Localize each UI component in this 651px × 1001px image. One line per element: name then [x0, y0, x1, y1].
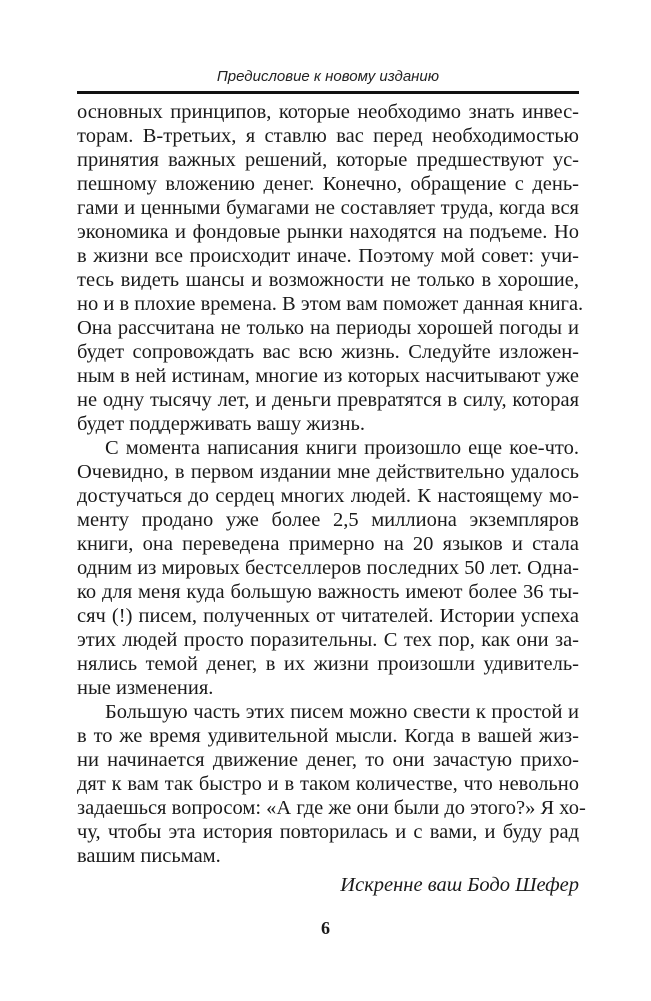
- text-line: ни начинается движение денег, то они зачастую прихо-: [77, 749, 579, 771]
- text-line: основных принципов, которые необходимо знать инвес-: [77, 101, 579, 123]
- text-line: менту продано уже более 2,5 миллиона экземпляров: [77, 509, 579, 531]
- text-line: не одну тысячу лет, и деньги превратятся в силу, которая: [77, 389, 579, 411]
- text-line: гами и ценными бумагами не составляет труда, когда вся: [77, 197, 579, 219]
- page-number: 6: [321, 918, 330, 938]
- text-line: ко для меня куда большую важность имеют более 36 ты-: [77, 581, 579, 603]
- text-line: пешному вложению денег. Конечно, обращение с день-: [77, 173, 579, 195]
- text-line: будет поддерживать вашу жизнь.: [77, 413, 365, 435]
- text-line: задаешься вопросом: «А где же они были до этого?» Я хо-: [77, 797, 586, 819]
- text-line: принятия важных решений, которые предшествуют ус-: [77, 149, 579, 171]
- body-text: [77, 100, 586, 868]
- text-line: будет сопровождать вас всю жизнь. Следуйте изложен-: [77, 341, 579, 363]
- text-line: Большую часть этих писем можно свести к простой и: [105, 701, 579, 723]
- text-line: в жизни все происходит иначе. Поэтому мой совет: учи-: [77, 245, 579, 267]
- text-line: сяч (!) писем, полученных от читателей. Истории успеха: [77, 605, 579, 627]
- text-line: этих людей просто поразительны. С тех пор, как они за-: [77, 629, 579, 651]
- text-line: Очевидно, в первом издании мне действительно удалось: [77, 461, 579, 483]
- header-rule: [77, 91, 579, 94]
- text-line: книги, она переведена примерно на 20 языков и стала: [77, 533, 579, 555]
- text-line: в то же время удивительной мысли. Когда в вашей жиз-: [77, 725, 579, 747]
- running-header: Предисловие к новому изданию: [216, 68, 440, 85]
- text-line: одним из мировых бестселлеров последних 50 лет. Одна-: [77, 557, 579, 579]
- text-line: вашим письмам.: [77, 845, 221, 867]
- text-line: ным в ней истинам, многие из которых насчитывают уже: [77, 365, 579, 387]
- text-line: С момента написания книги произошло еще кое-что.: [105, 437, 579, 459]
- text-line: торам. В-третьих, я ставлю вас перед необходимостью: [77, 125, 579, 147]
- text-line: достучаться до сердец многих людей. К настоящему мо-: [77, 485, 579, 507]
- text-line: дят к вам так быстро и в таком количестве, что невольно: [77, 773, 579, 795]
- signature: Искренне ваш Бодо Шефер: [340, 874, 579, 896]
- text-line: тесь видеть шансы и возможности не только в хорошие,: [77, 269, 579, 291]
- text-line: ные изменения.: [77, 677, 214, 699]
- text-line: чу, чтобы эта история повторилась и с вами, и буду рад: [77, 821, 579, 843]
- text-line: нялись темой денег, в их жизни произошли удивитель-: [77, 653, 579, 675]
- text-line: но и в плохие времена. В этом вам поможет данная книга.: [77, 293, 584, 315]
- text-line: Она рассчитана не только на периоды хорошей погоды и: [77, 317, 579, 339]
- text-line: экономика и фондовые рынки находятся на подъеме. Но: [77, 221, 579, 243]
